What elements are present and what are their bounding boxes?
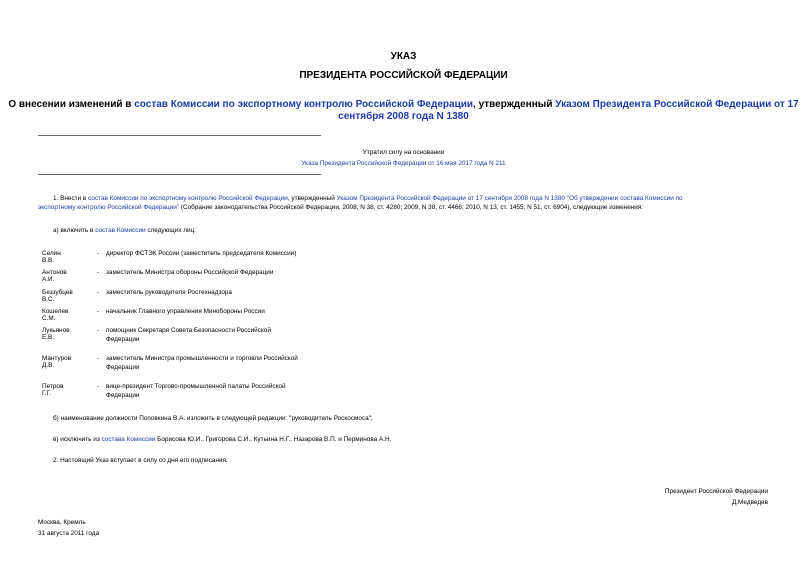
member-position: заместитель Министра промышленности и торговли Российской Федерации	[106, 355, 298, 371]
member-name: Мантуров Д.В.	[42, 355, 72, 369]
heading-link-decree[interactable]: Указом Президента Российской Федерации от 17	[555, 99, 799, 110]
para1-link-decree[interactable]: Указом Президента Российской Федерации от 17 сентября 2008 года N 1380 "Об утверждении состава Комиссии по	[336, 195, 683, 202]
signature-block	[560, 488, 768, 507]
member-dash: -	[97, 289, 100, 296]
member-dash: -	[97, 327, 100, 334]
divider-bottom	[38, 174, 321, 175]
doc-heading	[0, 99, 807, 123]
paragraph-1	[38, 195, 773, 212]
item-a-link[interactable]: состав Комиссии	[95, 227, 146, 234]
heading-link-decree-date[interactable]: сентября 2008 года N 1380	[338, 111, 469, 122]
member-dash: -	[97, 250, 100, 257]
item-a-rest: следующих лиц:	[145, 227, 196, 234]
para1-link-commission[interactable]: состав Комиссии по экспортному контролю Российской Федерации	[88, 195, 288, 202]
footer-date: 31 августа 2011 года	[38, 529, 100, 537]
member-position: заместитель руководителя Ростехнадзора	[106, 289, 232, 296]
doc-title: УКАЗ	[390, 51, 417, 62]
member-dash: -	[97, 308, 100, 315]
member-position: заместитель Министра обороны Российской Федерации	[106, 269, 274, 276]
item-c-link[interactable]: состава Комиссии	[101, 436, 156, 443]
para1-lead: 1. Внести в	[53, 195, 89, 202]
member-name: Кошелев С.М.	[42, 308, 69, 322]
heading-prefix: О внесении изменений в	[8, 99, 135, 110]
item-c	[53, 436, 391, 445]
para1-mid: , утвержденный	[287, 195, 337, 202]
member-name: Лукьянов Е.В.	[42, 327, 70, 341]
para1-link-decree-cont[interactable]: экспортному контролю Российской Федерации"	[38, 203, 180, 211]
footer	[38, 519, 99, 538]
member-dash: -	[97, 355, 100, 362]
signature-title: Президент Российской Федерации	[664, 488, 768, 495]
member-dash: -	[97, 383, 100, 390]
member-name: Селин В.В.	[42, 250, 61, 264]
notice-line1: Утратил силу на основании	[362, 149, 445, 156]
item-a-lead: а) включить в	[53, 227, 96, 234]
heading-middle: , утвержденный	[473, 99, 556, 110]
doc-subtitle: ПРЕЗИДЕНТА РОССИЙСКОЙ ФЕДЕРАЦИИ	[299, 70, 508, 81]
item-c-lead: в) исключить из	[53, 436, 102, 443]
divider-top	[38, 135, 321, 136]
footer-place: Москва, Кремль	[38, 519, 86, 526]
member-position: директор ФСТЭК России (заместитель председателя Комиссии)	[106, 250, 297, 257]
member-name: Петров Г.Г.	[42, 383, 64, 397]
item-c-rest: Борисова Ю.И., Григорова С.И., Кутьина Н.Г., Назарова В.П. и Перминова А.Н.	[155, 436, 392, 443]
paragraph-2: 2. Настоящий Указ вступает в силу со дня его подписания.	[53, 457, 228, 464]
notice-link[interactable]: Указа Президента Российской Федерации от 16 мая 2017 года N 211	[301, 160, 506, 167]
member-position: помощник Секретаря Совета Безопасности Российской Федерации	[106, 327, 271, 343]
member-dash: -	[97, 269, 100, 276]
member-name: Беззубцев В.С.	[42, 289, 73, 303]
member-name: Антонов А.И.	[42, 269, 67, 283]
para1-rest: (Собрание законодательства Российской Федерации, 2008, N 38, ст. 4280; 2009, N 38, ст. 4466; 2010, N 13, ст. 1455; N 51, ст. 6904), следующие изменения:	[179, 203, 644, 211]
heading-link-commission[interactable]: состав Комиссии по экспортному контролю Российской Федерации	[134, 99, 474, 110]
item-a	[53, 227, 196, 236]
signature-name: Д.Медведев	[731, 498, 768, 506]
member-position: начальник Главного управления Минобороны России	[106, 308, 265, 315]
item-b: б) наименование должности Поповкина В.А. изложить в следующей редакции: "руководитель Роскосмоса";	[53, 415, 373, 422]
member-position: вице-президент Торгово-промышленной палаты Российской Федерации	[106, 383, 286, 399]
